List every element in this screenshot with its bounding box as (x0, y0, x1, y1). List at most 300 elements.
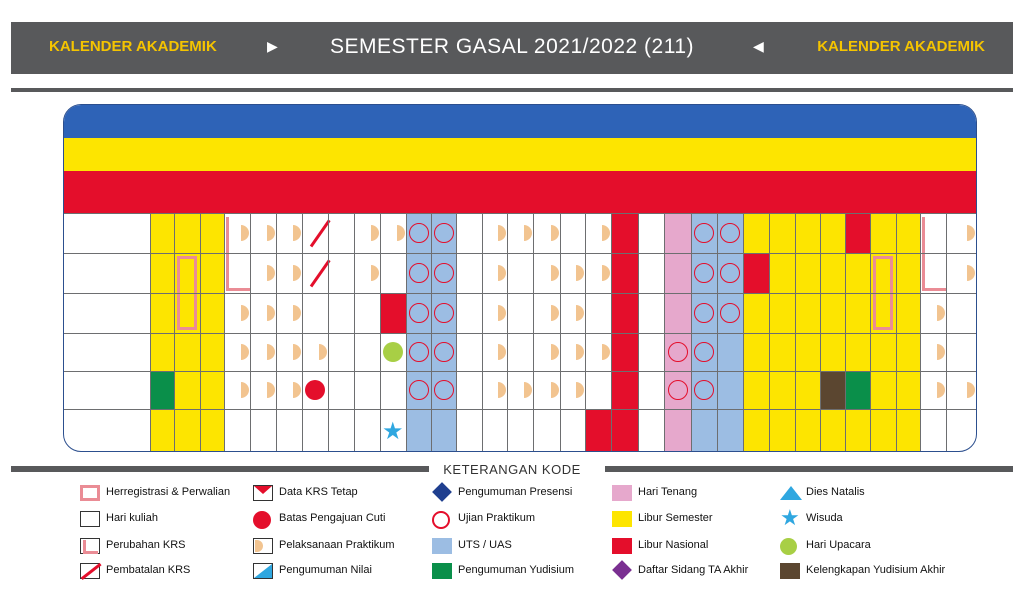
calendar-date (250, 333, 276, 371)
calendar-date (456, 409, 482, 451)
calendar-date (585, 333, 611, 371)
legend-label: Ujian Praktikum (458, 512, 536, 524)
calendar-date (507, 409, 533, 451)
sunday-date (611, 171, 638, 213)
calendar-date (431, 333, 456, 371)
month-header (845, 105, 946, 138)
calendar-date (717, 409, 743, 451)
legend-swatch (253, 485, 273, 501)
legend-swatch (612, 511, 632, 527)
calendar-date (533, 409, 560, 451)
legend-label: Herregistrasi & Perwalian (106, 486, 231, 498)
calendar-date (224, 409, 250, 451)
minggu-label (64, 171, 150, 213)
calendar-date (150, 253, 174, 293)
calendar-date (845, 371, 870, 409)
calendar-date (482, 333, 507, 371)
month-header (507, 105, 611, 138)
calendar-date (250, 293, 276, 333)
week-number (769, 138, 795, 171)
calendar-date (174, 253, 200, 293)
sunday-date (896, 171, 920, 213)
calendar-date (585, 409, 611, 451)
calendar-date (482, 409, 507, 451)
grid-line (664, 213, 665, 451)
calendar-date (533, 293, 560, 333)
calendar-date (406, 293, 431, 333)
week-number (946, 138, 976, 171)
calendar-date (302, 333, 328, 371)
grid-line (456, 213, 457, 451)
calendar-date (611, 213, 638, 253)
week-number (174, 138, 200, 171)
calendar-date (717, 371, 743, 409)
calendar-date (769, 409, 795, 451)
calendar-date (870, 333, 896, 371)
grid-line (64, 213, 976, 214)
calendar-date (302, 409, 328, 451)
grid-line (946, 213, 947, 451)
legend-swatch (80, 538, 100, 554)
calendar-date (845, 253, 870, 293)
calendar-date (174, 371, 200, 409)
legend-label: Pengumuman Nilai (279, 564, 372, 576)
grid-line (174, 213, 175, 451)
legend-swatch (432, 511, 450, 529)
grid-line (200, 213, 201, 451)
sunday-date (870, 171, 896, 213)
legend-title: KETERANGAN KODE (443, 462, 581, 477)
grid-line (250, 213, 251, 451)
grid-line (302, 213, 303, 451)
grid-line (64, 333, 976, 334)
week-number (845, 138, 870, 171)
calendar-date (611, 333, 638, 371)
week-number (456, 138, 482, 171)
week-number (717, 138, 743, 171)
calendar-date (560, 409, 585, 451)
calendar-date (276, 213, 302, 253)
calendar-date (743, 293, 769, 333)
grid-line (431, 213, 432, 451)
calendar-date (946, 409, 976, 451)
calendar-date (174, 409, 200, 451)
legend-label: Libur Semester (638, 512, 713, 524)
calendar-date (820, 371, 845, 409)
calendar-date (795, 409, 820, 451)
legend-label: Data KRS Tetap (279, 486, 358, 498)
calendar-date (638, 293, 664, 333)
calendar-date (946, 371, 976, 409)
calendar-date (224, 333, 250, 371)
calendar-date (507, 333, 533, 371)
grid-line (64, 371, 976, 372)
week-number (585, 138, 611, 171)
week-number (560, 138, 585, 171)
sunday-date (302, 171, 328, 213)
week-number (380, 138, 406, 171)
week-number (870, 138, 896, 171)
calendar-date (585, 253, 611, 293)
legend-label: Daftar Sidang TA Akhir (638, 564, 749, 576)
month-header (611, 105, 743, 138)
calendar-date (611, 409, 638, 451)
arrow-left-icon: ◀ (753, 38, 764, 54)
calendar-date (638, 333, 664, 371)
calendar-date (560, 333, 585, 371)
calendar-date (250, 253, 276, 293)
calendar-date (328, 409, 354, 451)
grid-line (795, 213, 796, 451)
calendar-date (380, 371, 406, 409)
calendar-date (560, 253, 585, 293)
legend-swatch (780, 485, 800, 501)
sunday-date (638, 171, 664, 213)
calendar-date (743, 333, 769, 371)
calendar-date (354, 409, 380, 451)
calendar-date (664, 333, 691, 371)
calendar-date (795, 253, 820, 293)
calendar-date (302, 213, 328, 253)
calendar-date (533, 371, 560, 409)
grid-line (150, 213, 151, 451)
calendar-date (743, 371, 769, 409)
calendar-date (150, 213, 174, 253)
calendar-date (920, 213, 946, 253)
calendar-date (533, 333, 560, 371)
calendar-date (743, 409, 769, 451)
grid-line (896, 213, 897, 451)
sunday-date (820, 171, 845, 213)
week-number (533, 138, 560, 171)
calendar-date (431, 371, 456, 409)
minggu-ke-label (64, 138, 150, 171)
sunday-date (380, 171, 406, 213)
legend-swatch (80, 485, 100, 501)
calendar-date (328, 213, 354, 253)
bulan-label (64, 105, 150, 138)
calendar-date (717, 333, 743, 371)
month-header (174, 105, 276, 138)
calendar-date (664, 293, 691, 333)
calendar-date (896, 253, 920, 293)
calendar-date (820, 253, 845, 293)
calendar-date (920, 333, 946, 371)
day-label (64, 253, 150, 293)
calendar-date (795, 371, 820, 409)
calendar-date (224, 293, 250, 333)
calendar-date (638, 253, 664, 293)
calendar-date (431, 409, 456, 451)
sunday-date (431, 171, 456, 213)
calendar-date (380, 253, 406, 293)
grid-line (507, 213, 508, 451)
calendar-date (795, 333, 820, 371)
legend-label: Pengumuman Yudisium (458, 564, 574, 576)
sunday-date (456, 171, 482, 213)
calendar-date (328, 371, 354, 409)
calendar-date (870, 293, 896, 333)
legend-label: Libur Nasional (638, 539, 709, 551)
sunday-date (174, 171, 200, 213)
legend-swatch: ★ (780, 505, 800, 530)
calendar-date (507, 371, 533, 409)
calendar-date (431, 253, 456, 293)
calendar-date (507, 213, 533, 253)
week-number (224, 138, 250, 171)
calendar-date (845, 333, 870, 371)
legend-swatch (612, 538, 632, 554)
grid-line (328, 213, 329, 451)
calendar-date (920, 371, 946, 409)
calendar-date (200, 213, 224, 253)
calendar-date (870, 253, 896, 293)
calendar-date (276, 409, 302, 451)
calendar-date (354, 213, 380, 253)
legend-label: Hari kuliah (106, 512, 158, 524)
calendar-table (63, 104, 977, 452)
calendar-date (691, 371, 717, 409)
calendar-date (200, 253, 224, 293)
calendar-date (328, 253, 354, 293)
calendar-date (482, 213, 507, 253)
week-number (691, 138, 717, 171)
calendar-date (769, 293, 795, 333)
header-right-label: KALENDER AKADEMIK (817, 38, 985, 55)
calendar-date (638, 409, 664, 451)
legend-swatch (253, 538, 273, 554)
calendar-date (717, 253, 743, 293)
month-header (743, 105, 845, 138)
calendar-date (896, 371, 920, 409)
calendar-date (743, 213, 769, 253)
legend-swatch (253, 563, 273, 579)
legend-swatch (80, 511, 100, 527)
calendar-date (250, 213, 276, 253)
sunday-date (224, 171, 250, 213)
legend-swatch (432, 482, 452, 502)
calendar-date (560, 213, 585, 253)
calendar-date (507, 253, 533, 293)
calendar-date (482, 253, 507, 293)
calendar-date (431, 293, 456, 333)
wisuda-star-icon: ★ (382, 418, 404, 445)
sunday-date (482, 171, 507, 213)
calendar-date (664, 371, 691, 409)
legend-label: Hari Tenang (638, 486, 698, 498)
week-number (406, 138, 431, 171)
calendar-date (276, 371, 302, 409)
calendar-date (200, 293, 224, 333)
calendar-date (456, 213, 482, 253)
calendar-date (302, 253, 328, 293)
calendar-date (224, 371, 250, 409)
divider (11, 88, 1013, 92)
week-number (795, 138, 820, 171)
calendar-date (406, 409, 431, 451)
calendar-date (380, 409, 406, 451)
calendar-date (870, 409, 896, 451)
calendar-date (691, 293, 717, 333)
sunday-date (664, 171, 691, 213)
calendar-date (328, 333, 354, 371)
legend-swatch (80, 563, 100, 579)
calendar-date (406, 371, 431, 409)
calendar-date (150, 293, 174, 333)
calendar-date (691, 409, 717, 451)
sunday-date (691, 171, 717, 213)
calendar-date (946, 333, 976, 371)
legend-swatch (253, 511, 271, 529)
calendar-date (638, 213, 664, 253)
week-number (507, 138, 533, 171)
week-number (664, 138, 691, 171)
sunday-date (406, 171, 431, 213)
calendar-date (150, 409, 174, 451)
month-header (276, 105, 406, 138)
calendar-date (691, 333, 717, 371)
sunday-date (560, 171, 585, 213)
calendar-date (150, 371, 174, 409)
legend-swatch (432, 538, 452, 554)
calendar-date (845, 409, 870, 451)
week-number (250, 138, 276, 171)
calendar-date (224, 213, 250, 253)
calendar-date (743, 253, 769, 293)
grid-line (64, 253, 976, 254)
calendar-date (946, 293, 976, 333)
legend-swatch (780, 563, 800, 579)
day-label (64, 293, 150, 333)
legend-label: Pembatalan KRS (106, 564, 191, 576)
calendar-date (406, 253, 431, 293)
week-number (743, 138, 769, 171)
grid-line (354, 213, 355, 451)
calendar-date (302, 293, 328, 333)
grid-line (870, 213, 871, 451)
calendar-date (200, 333, 224, 371)
calendar-date (638, 371, 664, 409)
week-number (920, 138, 946, 171)
sunday-date (150, 171, 174, 213)
calendar-date (560, 371, 585, 409)
calendar-date (946, 213, 976, 253)
legend-label: Hari Upacara (806, 539, 871, 551)
grid-line (482, 213, 483, 451)
grid-line (717, 213, 718, 451)
sunday-date (328, 171, 354, 213)
calendar-date (820, 333, 845, 371)
legend-label: Pengumuman Presensi (458, 486, 573, 498)
calendar-date (354, 253, 380, 293)
week-number (820, 138, 845, 171)
calendar-date (717, 213, 743, 253)
calendar-date (456, 293, 482, 333)
calendar-date (820, 409, 845, 451)
sunday-date (507, 171, 533, 213)
calendar-date (456, 371, 482, 409)
calendar-date (920, 409, 946, 451)
calendar-date (845, 213, 870, 253)
week-number (896, 138, 920, 171)
calendar-date (224, 253, 250, 293)
week-number (611, 138, 638, 171)
calendar-date (276, 293, 302, 333)
calendar-date (328, 293, 354, 333)
calendar-date (174, 213, 200, 253)
calendar-date (456, 333, 482, 371)
calendar-date (585, 213, 611, 253)
calendar-date (431, 213, 456, 253)
page-title: SEMESTER GASAL 2021/2022 (211) (329, 35, 694, 58)
grid-line (276, 213, 277, 451)
sunday-date (250, 171, 276, 213)
calendar-date (611, 253, 638, 293)
grid-line (585, 213, 586, 451)
legend-label: Wisuda (806, 512, 843, 524)
calendar-date (691, 213, 717, 253)
week-number (354, 138, 380, 171)
title-bar (11, 22, 1013, 74)
calendar-date (664, 213, 691, 253)
legend-label: Pelaksanaan Praktikum (279, 539, 395, 551)
calendar-date (302, 371, 328, 409)
calendar-date (482, 293, 507, 333)
calendar-date (354, 371, 380, 409)
grid-line (64, 293, 976, 294)
legend-label: Batas Pengajuan Cuti (279, 512, 386, 524)
grid-line (611, 213, 612, 451)
calendar-date (250, 409, 276, 451)
calendar-date (870, 371, 896, 409)
calendar-date (174, 293, 200, 333)
grid-line (224, 213, 225, 451)
calendar-date (795, 213, 820, 253)
calendar-date (150, 333, 174, 371)
calendar-date (664, 253, 691, 293)
week-number (328, 138, 354, 171)
week-number (482, 138, 507, 171)
month-header (406, 105, 507, 138)
grid-line (743, 213, 744, 451)
grid-line (920, 213, 921, 451)
calendar-date (406, 333, 431, 371)
calendar-date (507, 293, 533, 333)
calendar-date (896, 293, 920, 333)
calendar-date (870, 213, 896, 253)
calendar-date (200, 409, 224, 451)
grid-line (380, 213, 381, 451)
month-blank (150, 105, 174, 138)
sunday-date (795, 171, 820, 213)
week-number (276, 138, 302, 171)
sunday-date (717, 171, 743, 213)
grid-line (533, 213, 534, 451)
grid-line (638, 213, 639, 451)
calendar-date (276, 333, 302, 371)
sunday-date (200, 171, 224, 213)
calendar-date (717, 293, 743, 333)
calendar-date (354, 293, 380, 333)
calendar-date (769, 213, 795, 253)
sunday-date (533, 171, 560, 213)
sunday-date (743, 171, 769, 213)
calendar-date (533, 253, 560, 293)
grid-line (560, 213, 561, 451)
calendar-date (845, 293, 870, 333)
day-label (64, 371, 150, 409)
day-label (64, 409, 150, 451)
